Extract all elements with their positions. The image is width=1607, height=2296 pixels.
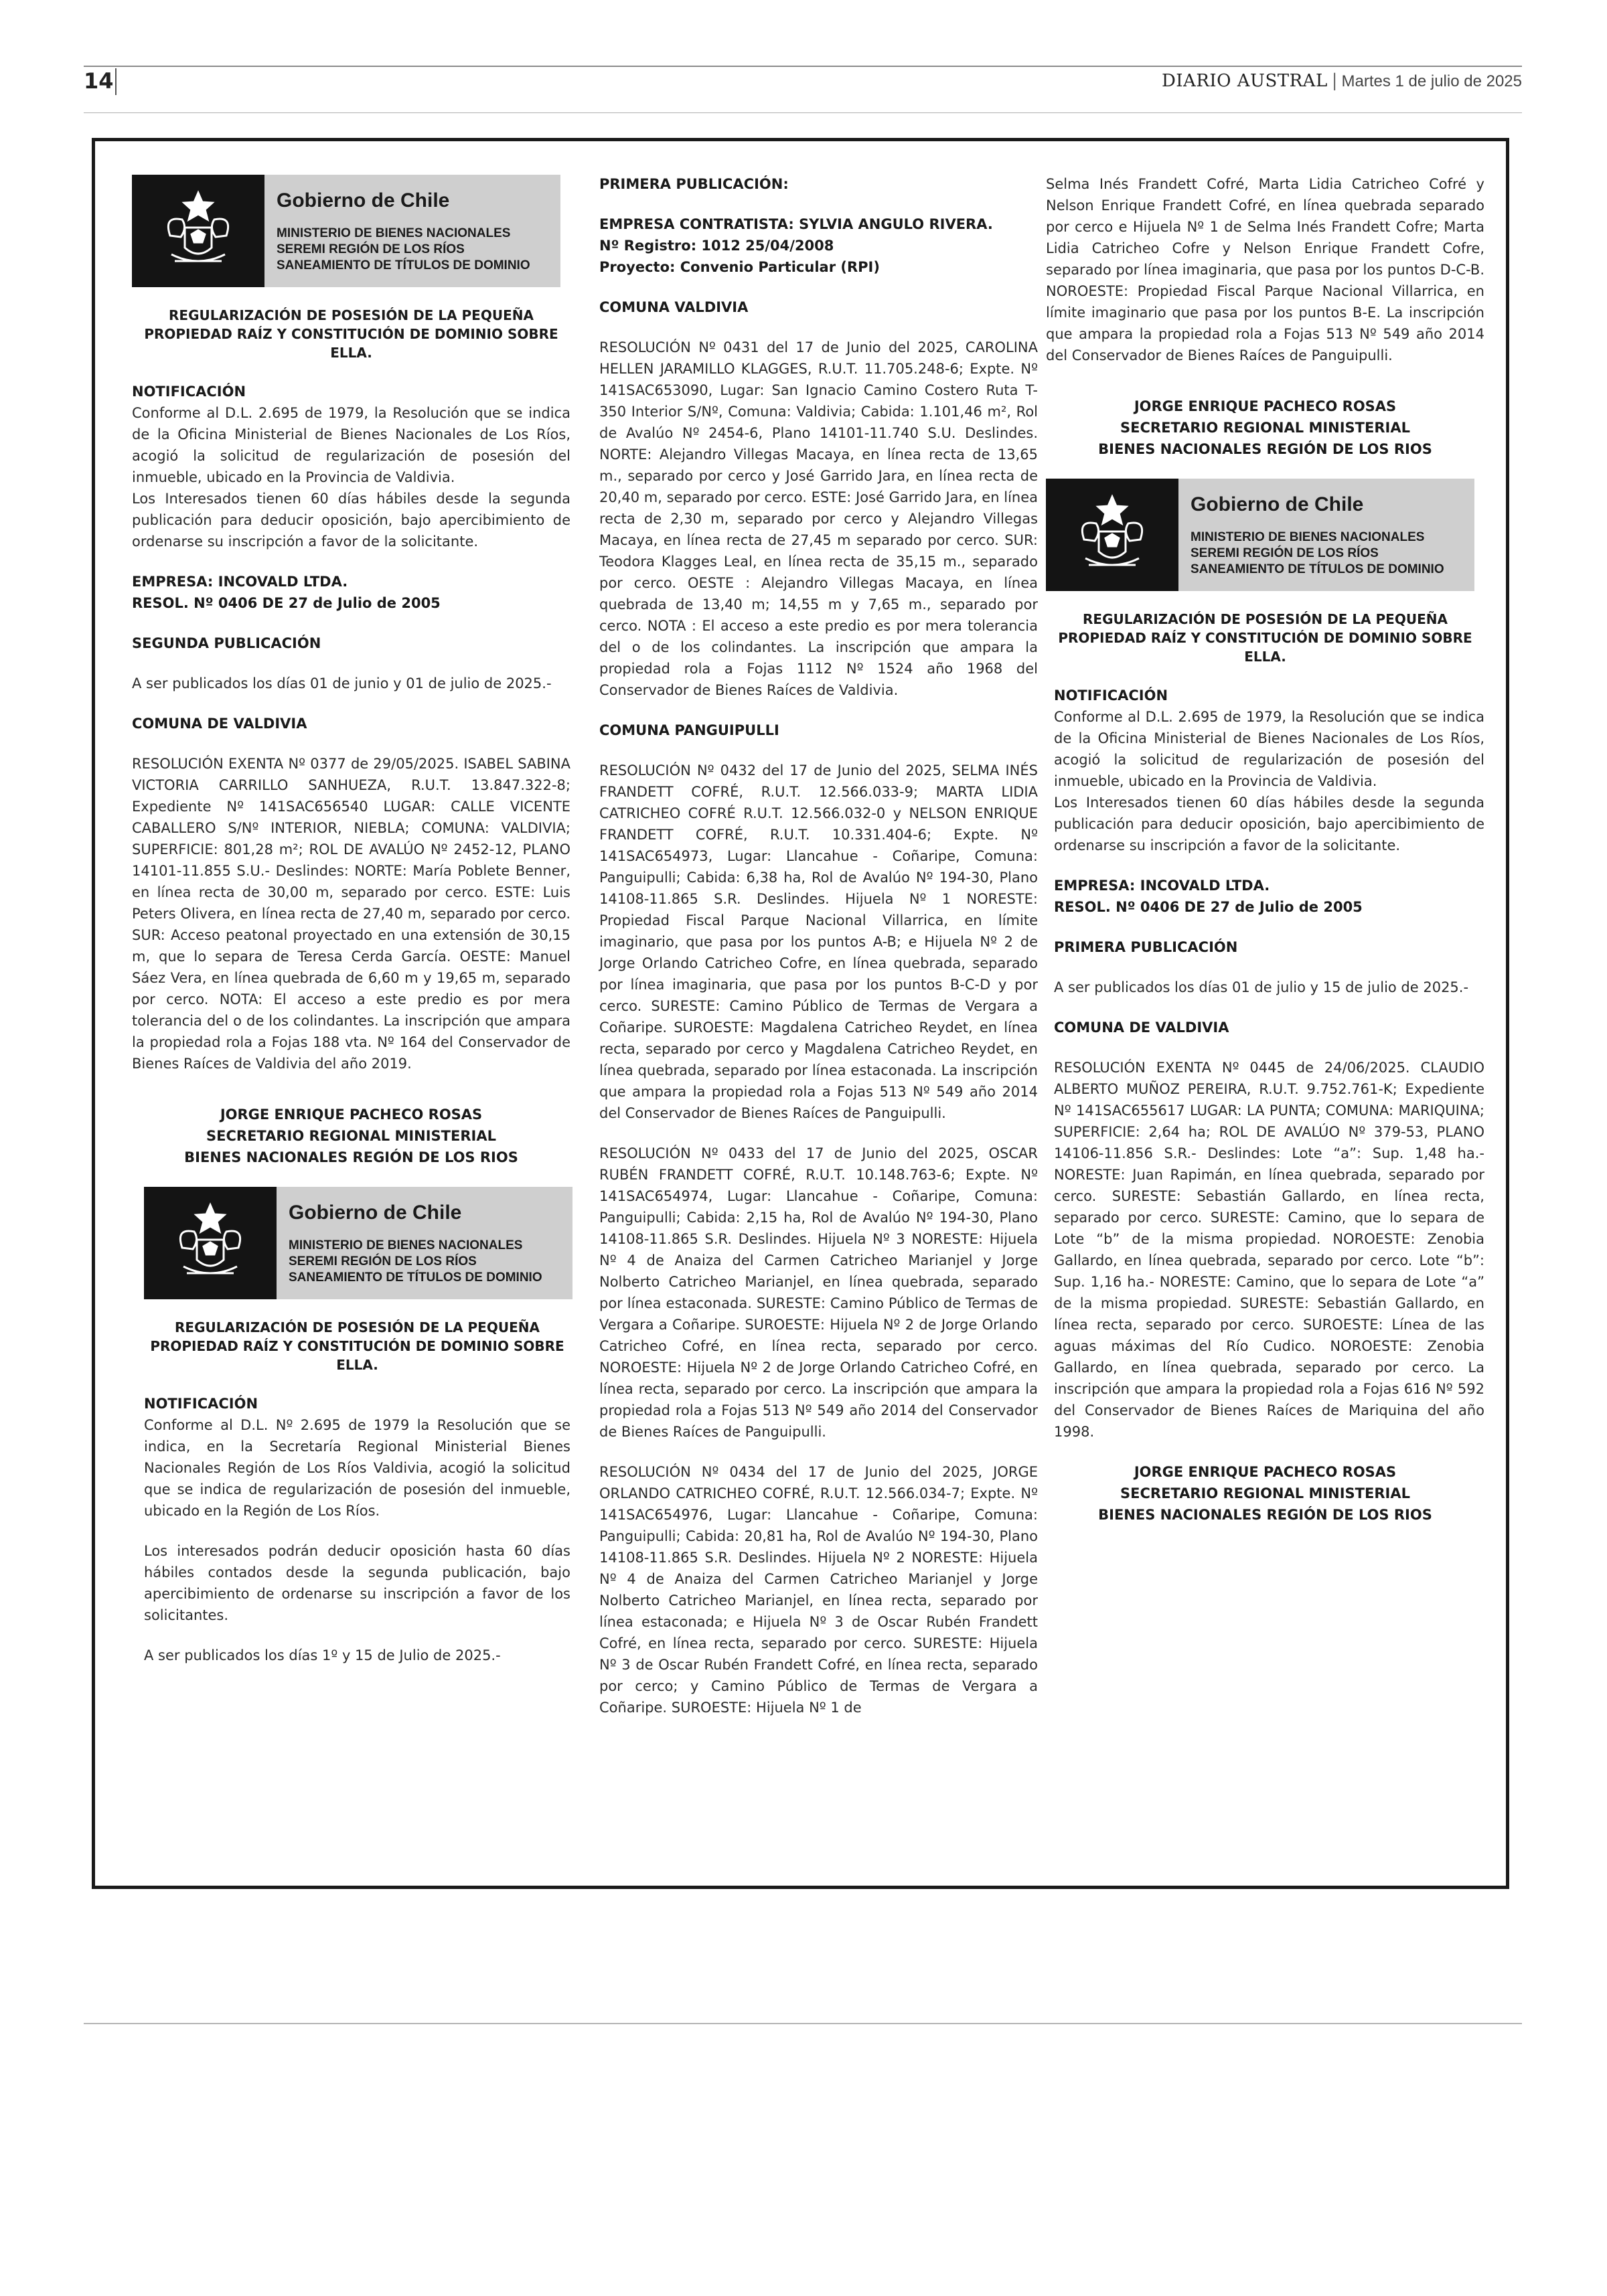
publication-dates: A ser publicados los días 01 de junio y 01 de julio de 2025.- (132, 675, 552, 691)
resolution-text: RESOLUCIÓN EXENTA Nº 0377 de 29/05/2025. ISABEL SABINA VICTORIA CARRILLO SANHUEZA, R.U.T. 13.847.322-8; Expediente Nº 141SAC656540 LUGAR: CALLE VICENTE CABALLERO S/Nº INTERIOR, NIEBLA; COMUNA: VALDIVIA; SUPERFICIE: 801,28 m²; ROL DE AVALÚO Nº 2452-12, PLANO 14101-11.855 S.U.- Deslindes: NORTE: María Poblete Benner, en línea recta de 30,00 m, separado por cerco. ESTE: Luis Peters Olivera, en línea recta de 27,40 m, separado por cerco. SUR: Acceso peatonal proyectado en una extensión de 30,15 m, que lo separa de Teresa Cerda García. OESTE: Manuel Sáez Vera, en línea quebrada de 6,60 m y 19,65 m, separado por cerco. NOTA: El acceso a este predio es por mera tolerancia del o de los colindantes. La inscripción que ampara la propiedad rola a Fojas 188 vta. Nº 164 del Conservador de Bienes Raíces de Valdivia del año 2019. (132, 756, 570, 1072)
seremi-name: SEREMI REGIÓN DE LOS RÍOS (277, 242, 465, 256)
seremi-name: SEREMI REGIÓN DE LOS RÍOS (1191, 546, 1379, 560)
header-rule-bottom (84, 112, 1522, 113)
comuna-heading: COMUNA DE VALDIVIA (132, 716, 307, 732)
program-name: SANEAMIENTO DE TÍTULOS DE DOMINIO (277, 258, 530, 272)
notice-label: NOTIFICACIÓN (132, 384, 246, 400)
signatory-name: JORGE ENRIQUE PACHECO ROSAS (1134, 1464, 1397, 1480)
ministry-name: MINISTERIO DE BIENES NACIONALES (1191, 530, 1425, 544)
masthead-separator: | (1331, 71, 1338, 91)
column-1 (132, 141, 570, 1886)
signatory-organization: BIENES NACIONALES REGIÓN DE LOS RIOS (1098, 441, 1432, 457)
resolution-text: RESOLUCIÓN Nº 0431 del 17 de Junio del 2025, CAROLINA HELLEN JARAMILLO KLAGGES, R.U.T. 11.705.248-6; Expte. Nº 141SAC653090, Lugar: San Ignacio Camino Costero Ruta T-350 Interior S/Nº, Comuna: Valdivia; Cabida: 1.101,46 m², Rol de Avalúo Nº 2454-6, Plano 14101-11.740 S.U. Deslindes. NORTE: Alejandro Villegas Macaya, en línea recta de 13,65 m., separado por cerco y José Garrido Jara, en línea recta de 20,40 m, separado por cerco. ESTE: José Garrido Jara, en línea recta de 2,30 m, separado por cerco y Alejandro Villegas Macaya, en línea recta de 27,45 m separado por cerco. SUR: Teodora Klagges Leal, en línea recta de 35,15 m., separado por cerco. OESTE : Alejandro Villegas Macaya, en línea quebrada de 13,40 m; 14,55 m y 7,65 m., separado por cerco. NOTA : El acceso a este predio es por mera tolerancia del o de los colindantes. La inscripción que ampara la propiedad rola a Fojas 1112 Nº 1524 año 1968 del Conservador de Bienes Raíces de Valdivia. (599, 339, 1038, 698)
column-3 (1046, 141, 1484, 1886)
signatory-name: JORGE ENRIQUE PACHECO ROSAS (220, 1106, 483, 1123)
comuna-heading: COMUNA PANGUIPULLI (599, 722, 779, 738)
government-name: Gobierno de Chile (1191, 493, 1364, 515)
publication-label: SEGUNDA PUBLICACIÓN (132, 635, 321, 651)
government-name: Gobierno de Chile (277, 189, 450, 212)
signatory-title: SECRETARIO REGIONAL MINISTERIAL (1120, 420, 1410, 436)
government-header-box (1046, 479, 1474, 591)
seremi-name: SEREMI REGIÓN DE LOS RÍOS (289, 1254, 477, 1268)
government-header-box (144, 1187, 572, 1299)
signatory-title: SECRETARIO REGIONAL MINISTERIAL (1120, 1485, 1410, 1501)
chile-coat-of-arms-icon (144, 1187, 277, 1299)
regularization-title-line-2: PROPIEDAD RAÍZ Y CONSTITUCIÓN DE DOMINIO SOBRE ELLA. (150, 1338, 564, 1373)
program-name: SANEAMIENTO DE TÍTULOS DE DOMINIO (1191, 562, 1444, 576)
legal-notice-frame (92, 138, 1509, 1889)
program-name: SANEAMIENTO DE TÍTULOS DE DOMINIO (289, 1270, 542, 1285)
publication-label: PRIMERA PUBLICACIÓN: (599, 176, 789, 192)
company-line: EMPRESA: INCOVALD LTDA. (1054, 878, 1270, 894)
government-header-text (264, 175, 540, 287)
regularization-title-line-2: PROPIEDAD RAÍZ Y CONSTITUCIÓN DE DOMINIO SOBRE ELLA. (1058, 630, 1472, 665)
ministry-name: MINISTERIO DE BIENES NACIONALES (289, 1238, 523, 1252)
resolution-text: RESOLUCIÓN EXENTA Nº 0445 de 24/06/2025. CLAUDIO ALBERTO MUÑOZ PEREIRA, R.U.T. 9.752.761-K; Expediente Nº 141SAC655617 LUGAR: LA PUNTA; COMUNA: MARIQUINA; SUPERFICIE: 2,64 ha; ROL DE AVALÚO Nº 379-53, PLANO 14106-11.856 S.R.- Deslindes: Lote “a”: Sup. 1,48 ha.- NORESTE: Juan Rapimán, en línea quebrada, separado por cerco. SURESTE: Sebastián Gallardo, en línea recta, separado por cerco. SURESTE: Camino, que lo separa de Lote “b” de la misma propiedad. NOROESTE: Zenobia Gallardo, en línea quebrada, separado por cerco. Lote “b”: Sup. 1,16 ha.- NORESTE: Camino, que lo separa de Lote “a” de la misma propiedad. SURESTE: Sebastián Gallardo, en línea recta, separado por cerco. SUROESTE: Línea de las aguas máximas del Río Cudico. NOROESTE: Zenobia Gallardo, en línea quebrada, separado por cerco. La inscripción que ampara la propiedad rola a Fojas 616 Nº 592 del Conservador de Bienes Raíces de Mariquina del año 1998. (1054, 1060, 1484, 1440)
regularization-title-line-1: REGULARIZACIÓN DE POSESIÓN DE LA PEQUEÑA (169, 307, 534, 323)
publication-label: PRIMERA PUBLICACIÓN (1054, 939, 1238, 955)
comuna-heading: COMUNA VALDIVIA (599, 299, 749, 315)
chile-coat-of-arms-icon (1046, 479, 1178, 591)
header-rule-top (84, 66, 1522, 67)
ministry-name: MINISTERIO DE BIENES NACIONALES (277, 226, 511, 240)
regularization-title-line-1: REGULARIZACIÓN DE POSESIÓN DE LA PEQUEÑA (175, 1319, 540, 1335)
notice-label: NOTIFICACIÓN (144, 1396, 258, 1412)
signatory-title: SECRETARIO REGIONAL MINISTERIAL (206, 1128, 496, 1144)
contractor-line: EMPRESA CONTRATISTA: SYLVIA ANGULO RIVERA. (599, 216, 993, 232)
registry-line: Nº Registro: 1012 25/04/2008 (599, 238, 834, 254)
government-header-box (132, 175, 560, 287)
signatory-name: JORGE ENRIQUE PACHECO ROSAS (1134, 398, 1397, 414)
resolution-line: RESOL. Nº 0406 DE 27 de Julio de 2005 (1054, 899, 1363, 915)
publication-date: Martes 1 de julio de 2025 (1341, 72, 1522, 90)
masthead (1162, 71, 1522, 91)
resolution-text: RESOLUCIÓN Nº 0433 del 17 de Junio del 2025, OSCAR RUBÉN FRANDETT COFRÉ, R.U.T. 10.148.763-6; Expte. Nº 141SAC654974, Lugar: Llancahue - Coñaripe, Comuna: Panguipulli; Cabida: 2,15 ha, Rol de Avalúo Nº 194-30, Plano 14108-11.865 S.R. Deslindes. Hijuela Nº 3 NORESTE: Hijuela Nº 4 de Anaiza del Carmen Catricheo Marianjel y Jorge Nolberto Catricheo Marianjel, en línea quebrada, separado por línea estaconada. SURESTE: Camino Público de Termas de Vergara a Coñaripe. SUROESTE: Hijuela Nº 2 de Jorge Orlando Catricheo Cofré, en línea recta, separado por cerco. NOROESTE: Hijuela Nº 2 de Jorge Orlando Catricheo Cofré, en línea recta, separado por cerco. La inscripción que ampara la propiedad rola a Fojas 513 Nº 549 año 2014 del Conservador de Bienes Raíces de Panguipulli. (599, 1145, 1038, 1440)
page-number: 14 (84, 68, 114, 94)
resolution-text-continued: Selma Inés Frandett Cofré, Marta Lidia Catricheo Cofré y Nelson Enrique Frandett Cofré, en línea quebrada separado por cerco e Hijuela Nº 1 de Selma Inés Frandett Cofre; Marta Lidia Catricheo Cofre y Nelson Enrique Frandett Cofre, separado por línea imaginaria, que pasa por los puntos D-C-B. NOROESTE: Propiedad Fiscal Parque Nacional Villarrica, en límite imaginario que pasa por los puntos B-E. La inscripción que ampara la propiedad rola a Fojas 513 Nº 549 año 2014 del Conservador de Bienes Raíces de Panguipulli. (1046, 176, 1484, 363)
resolution-line: RESOL. Nº 0406 DE 27 de Julio de 2005 (132, 595, 441, 611)
notice-paragraph: Los Interesados tienen 60 días hábiles desde la segunda publicación para deducir oposición, bajo apercibimiento de ordenarse su inscripción a favor de la solicitante. (132, 491, 570, 550)
notice-paragraph: Conforme al D.L. 2.695 de 1979, la Resolución que se indica de la Oficina Ministerial de Bienes Nacionales de Los Ríos, acogió la solicitud de regularización de posesión del inmueble, ubicado en la Provincia de Valdivia. (1054, 709, 1484, 789)
notice-paragraph: Conforme al D.L. 2.695 de 1979, la Resolución que se indica de la Oficina Ministerial de Bienes Nacionales de Los Ríos, acogió la solicitud de regularización de posesión del inmueble, ubicado en la Provincia de Valdivia. (132, 405, 570, 485)
resolution-text: RESOLUCIÓN Nº 0434 del 17 de Junio del 2025, JORGE ORLANDO CATRICHEO COFRÉ, R.U.T. 12.566.034-7; Expte. Nº 141SAC654976, Lugar: Llancahue - Coñaripe, Comuna: Panguipulli; Cabida: 20,81 ha, Rol de Avalúo Nº 194-30, Plano 14108-11.865 S.R. Deslindes. Hijuela Nº 2 NORESTE: Hijuela Nº 4 de Anaiza del Carmen Catricheo Marianjel y Jorge Nolberto Catricheo Marianjel, en línea recta, separado por línea estaconada; e Hijuela Nº 3 de Oscar Rubén Frandett Cofré, en línea recta, separado por cerco. SURESTE: Hijuela Nº 3 de Oscar Rubén Frandett Cofré, en línea recta, separado por cerco; y Camino Público de Termas de Vergara a Coñaripe. SUROESTE: Hijuela Nº 1 de (599, 1464, 1038, 1716)
notice-label: NOTIFICACIÓN (1054, 687, 1168, 704)
column-2 (599, 141, 1038, 1886)
publication-dates: A ser publicados los días 01 de julio y 15 de julio de 2025.- (1054, 979, 1469, 995)
publication-name: DIARIO AUSTRAL (1161, 71, 1328, 91)
footer-rule (84, 2023, 1522, 2024)
government-header-text (1178, 479, 1454, 591)
signatory-organization: BIENES NACIONALES REGIÓN DE LOS RIOS (184, 1149, 518, 1165)
project-line: Proyecto: Convenio Particular (RPI) (599, 259, 880, 275)
page-number-divider (115, 68, 117, 95)
regularization-title-line-1: REGULARIZACIÓN DE POSESIÓN DE LA PEQUEÑA (1083, 611, 1448, 627)
signatory-organization: BIENES NACIONALES REGIÓN DE LOS RIOS (1098, 1507, 1432, 1523)
notice-paragraph: Los interesados podrán deducir oposición hasta 60 días hábiles contados desde la segunda publicación, bajo apercibimiento de ordenarse su inscripción a favor de los solicitantes. (144, 1543, 570, 1623)
notice-paragraph: Conforme al D.L. Nº 2.695 de 1979 la Resolución que se indica, en la Secretaría Regional Ministerial Bienes Nacionales Región de Los Ríos Valdivia, acogió la solicitud que se indica de regularización de posesión del inmueble, ubicado en la Región de Los Ríos. (144, 1417, 570, 1519)
government-header-text (277, 1187, 552, 1299)
government-name: Gobierno de Chile (289, 1202, 462, 1224)
resolution-text: RESOLUCIÓN Nº 0432 del 17 de Junio del 2025, SELMA INÉS FRANDETT COFRÉ, R.U.T. 12.566.033-9; MARTA LIDIA CATRICHEO COFRÉ R.U.T. 12.566.032-0 y NELSON ENRIQUE FRANDETT COFRÉ, R.U.T. 10.331.404-6; Expte. Nº 141SAC654973, Lugar: Llancahue - Coñaripe, Comuna: Panguipulli; Cabida: 6,38 ha, Rol de Avalúo Nº 194-30, Plano 14108-11.865 S.R. Deslindes. Hijuela Nº 1 NORESTE: Propiedad Fiscal Parque Nacional Villarrica, en límite imaginario, que pasa por los puntos A-B; e Hijuela Nº 2 de Jorge Orlando Catricheo Cofre, en línea quebrada, separado por línea imaginaria, que pasa por los puntos B-C-D y por cerco. SURESTE: Camino Público de Termas de Vergara a Coñaripe. SUROESTE: Magdalena Catricheo Reydet, en línea recta, separado por cerco y Magdalena Catricheo Reydet, en línea quebrada, separado por línea estaconada. La inscripción que ampara la propiedad rola a Fojas 513 Nº 549 año 2014 del Conservador de Bienes Raíces de Panguipulli. (599, 762, 1038, 1121)
comuna-heading: COMUNA DE VALDIVIA (1054, 1019, 1229, 1036)
notice-paragraph: Los Interesados tienen 60 días hábiles desde la segunda publicación para deducir oposición, bajo apercibimiento de ordenarse su inscripción a favor de la solicitante. (1054, 795, 1484, 853)
chile-coat-of-arms-icon (132, 175, 264, 287)
company-line: EMPRESA: INCOVALD LTDA. (132, 574, 348, 590)
regularization-title-line-2: PROPIEDAD RAÍZ Y CONSTITUCIÓN DE DOMINIO SOBRE ELLA. (144, 326, 558, 361)
publication-dates: A ser publicados los días 1º y 15 de Julio de 2025.- (144, 1647, 501, 1663)
